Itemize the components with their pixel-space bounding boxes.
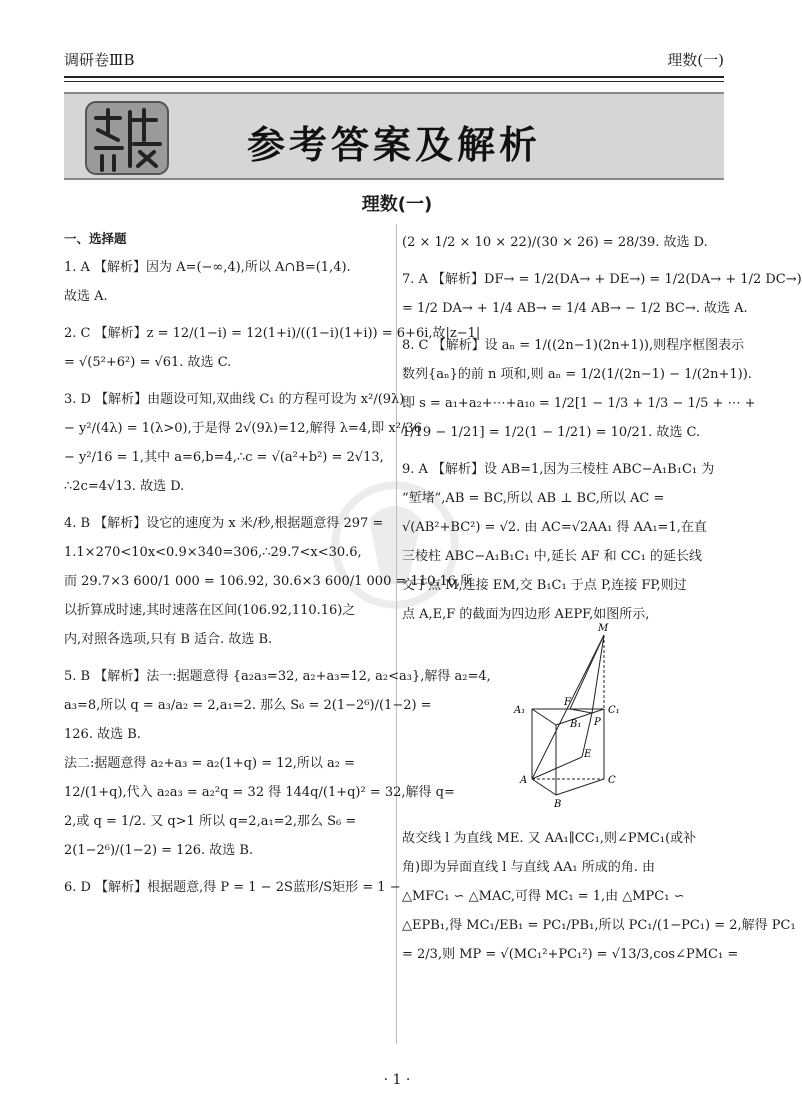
answer-line: 5. B 【解析】法一:据题意得 {a₂a₃=32, a₂+a₃=12, a₂<a₃},解得 a₂=4, bbox=[64, 669, 491, 684]
answer-line: a₃=8,所以 q = a₃/a₂ = 2,a₁=2. 那么 S₆ = 2(1−2⁶)/(1−2) = bbox=[64, 698, 432, 713]
answer-line: 9. A 【解析】设 AB=1,因为三棱柱 ABC−A₁B₁C₁ 为 bbox=[402, 462, 715, 477]
label-M: M bbox=[598, 623, 609, 634]
answer-line: 7. A 【解析】DF→ = 1/2(DA→ + DE→) = 1/2(DA→ + 1/2 DC→) bbox=[402, 272, 802, 287]
answer-line: 6. D 【解析】根据题意,得 P = 1 − 2S蓝形/S矩形 = 1 − bbox=[64, 880, 401, 895]
answer-line: 2(1−2⁶)/(1−2) = 126. 故选 B. bbox=[64, 843, 254, 858]
answer-line: − y²/16 = 1,其中 a=6,b=4,∴c = √(a²+b²) = 2√13, bbox=[64, 450, 384, 465]
prism-figure bbox=[512, 623, 632, 810]
answer-line: = 2/3,则 MP = √(MC₁²+PC₁²) = √13/3,cos∠PMC₁ = bbox=[402, 947, 739, 962]
label-E: E bbox=[584, 749, 592, 760]
answer-line: 以折算成时速,其时速落在区间(106.92,110.16)之 bbox=[64, 603, 356, 618]
answer-line: 而 29.7×3 600/1 000 = 106.92, 30.6×3 600/1 000 = 110.16,所 bbox=[64, 574, 474, 589]
answer-line: √(AB²+BC²) = √2. 由 AC=√2AA₁ 得 AA₁=1,在直 bbox=[402, 520, 707, 535]
answer-line: 8. C 【解析】设 aₙ = 1/((2n−1)(2n+1)),则程序框图表示 bbox=[402, 338, 745, 353]
label-C: C bbox=[608, 775, 616, 786]
answer-line: △MFC₁ ∽ △MAC,可得 MC₁ = 1,由 △MPC₁ ∽ bbox=[402, 889, 685, 904]
answer-line: 交于点 M,连接 EM,交 B₁C₁ 于点 P,连接 FP,则过 bbox=[402, 578, 687, 593]
answer-line: 4. B 【解析】设它的速度为 x 米/秒,根据题意得 297 = bbox=[64, 516, 384, 531]
label-A1: A₁ bbox=[514, 705, 526, 716]
running-header bbox=[64, 44, 724, 78]
answer-line: 数列{aₙ}的前 n 项和,则 aₙ = 1/2(1/(2n−1) − 1/(2n+1)). bbox=[402, 367, 752, 382]
label-P: P bbox=[594, 717, 601, 728]
answer-line: 3. D 【解析】由题设可知,双曲线 C₁ 的方程可设为 x²/(9λ) bbox=[64, 392, 405, 407]
label-A: A bbox=[520, 775, 528, 786]
title-banner bbox=[64, 92, 724, 180]
answer-line: 故交线 l 为直线 ME. 又 AA₁∥CC₁,则∠PMC₁(或补 bbox=[402, 831, 697, 846]
header-right: 理数(一) bbox=[667, 51, 724, 69]
section-heading: 一、选择题 bbox=[64, 231, 127, 246]
banner-title: 参考答案及解析 bbox=[246, 123, 541, 167]
section-title: 理数(一) bbox=[361, 194, 433, 215]
right-column bbox=[402, 228, 802, 969]
answer-line: 126. 故选 B. bbox=[64, 727, 141, 742]
answer-line: 1/19 − 1/21] = 1/2(1 − 1/21) = 10/21. 故选 C. bbox=[402, 425, 701, 440]
answer-line: 1. A 【解析】因为 A=(−∞,4),所以 A∩B=(1,4). bbox=[64, 260, 351, 275]
answer-line: △EPB₁,得 MC₁/EB₁ = PC₁/PB₁,所以 PC₁/(1−PC₁) = 2,解得 PC₁ bbox=[402, 918, 796, 933]
page-number: · 1 · bbox=[383, 1072, 411, 1088]
answer-line: 2,或 q = 1/2. 又 q>1 所以 q=2,a₁=2,那么 S₆ = bbox=[64, 814, 357, 829]
left-column bbox=[64, 224, 491, 902]
label-B1: B₁ bbox=[570, 719, 582, 730]
answer-line: 故选 A. bbox=[64, 289, 108, 304]
answer-line: 2. C 【解析】z = 12/(1−i) = 12(1+i)/((1−i)(1+i)) = 6+6i,故|z−1| bbox=[64, 326, 481, 341]
answer-line: 点 A,E,F 的截面为四边形 AEPF,如图所示, bbox=[402, 607, 650, 622]
answer-line: 法二:据题意得 a₂+a₃ = a₂(1+q) = 12,所以 a₂ = bbox=[64, 756, 356, 771]
answer-line: ∴2c=4√13. 故选 D. bbox=[64, 479, 185, 494]
label-C1: C₁ bbox=[608, 705, 620, 716]
answer-line: 角)即为异面直线 l 与直线 AA₁ 所成的角. 由 bbox=[402, 860, 656, 875]
answer-line: 12/(1+q),代入 a₂a₃ = a₂²q = 32 得 144q/(1+q)² = 32,解得 q= bbox=[64, 785, 455, 800]
answer-line: 1.1×270<10x<0.9×340=306,∴29.7<x<30.6, bbox=[64, 545, 362, 560]
label-B: B bbox=[554, 799, 562, 810]
answer-line: 即 s = a₁+a₂+⋯+a₁₀ = 1/2[1 − 1/3 + 1/3 − 1/5 + ⋯ + bbox=[402, 396, 756, 411]
answer-line: “堑堵”,AB = BC,所以 AB ⊥ BC,所以 AC = bbox=[402, 491, 665, 506]
answer-line: = √(5²+6²) = √61. 故选 C. bbox=[64, 355, 232, 370]
label-F: F bbox=[564, 697, 571, 708]
header-left: 调研卷ⅢB bbox=[64, 51, 135, 69]
answer-line: (2 × 1/2 × 10 × 22)/(30 × 26) = 28/39. 故选 D. bbox=[402, 235, 708, 250]
answer-line: 内,对照各选项,只有 B 适合. 故选 B. bbox=[64, 632, 273, 647]
answer-line: − y²/(4λ) = 1(λ>0),于是得 2√(9λ)=12,解得 λ=4,即 x²/36 bbox=[64, 421, 422, 436]
answer-line: 三棱柱 ABC−A₁B₁C₁ 中,延长 AF 和 CC₁ 的延长线 bbox=[402, 549, 702, 564]
answer-line: = 1/2 DA→ + 1/4 AB→ = 1/4 AB→ − 1/2 BC→. 故选 A. bbox=[402, 301, 748, 316]
